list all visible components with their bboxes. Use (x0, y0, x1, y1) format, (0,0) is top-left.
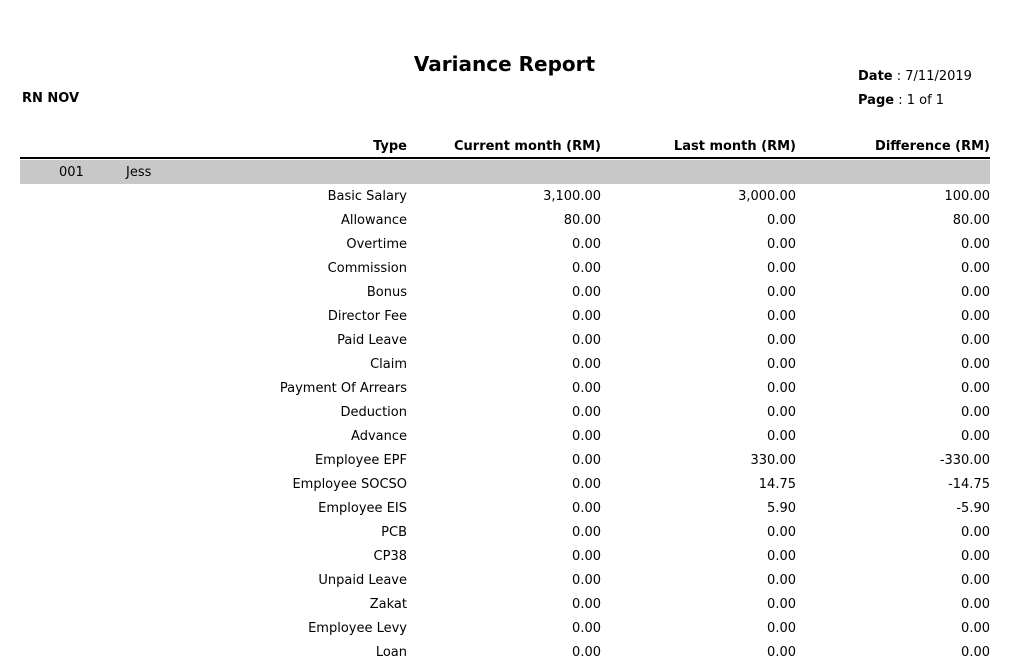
row-difference: 80.00 (952, 213, 990, 228)
row-current: 0.00 (572, 597, 601, 612)
row-last: 0.00 (767, 549, 796, 564)
row-type: Unpaid Leave (318, 573, 407, 588)
row-last: 3,000.00 (738, 189, 796, 204)
row-type: Employee EPF (314, 453, 407, 468)
row-last: 0.00 (767, 573, 796, 588)
row-current: 0.00 (572, 573, 601, 588)
table-row (20, 448, 990, 472)
row-type: Deduction (340, 405, 407, 420)
row-difference: 0.00 (961, 549, 990, 564)
row-difference: 0.00 (961, 429, 990, 444)
row-type: Paid Leave (337, 333, 407, 348)
row-type: Payment Of Arrears (279, 381, 407, 396)
header-difference: Difference (RM) (875, 139, 990, 154)
row-last: 0.00 (767, 357, 796, 372)
row-current: 0.00 (572, 453, 601, 468)
row-current: 0.00 (572, 237, 601, 252)
row-last: 0.00 (767, 597, 796, 612)
row-current: 0.00 (572, 477, 601, 492)
row-last: 0.00 (767, 333, 796, 348)
row-difference: 0.00 (961, 645, 990, 660)
employee-name: Jess (126, 165, 152, 180)
date-value: 7/11/2019 (905, 69, 972, 84)
row-current: 0.00 (572, 357, 601, 372)
table-row (20, 472, 990, 496)
table-row (20, 640, 990, 664)
row-current: 3,100.00 (543, 189, 601, 204)
table-row (20, 256, 990, 280)
table-row (20, 304, 990, 328)
date-label: Date (858, 69, 893, 84)
row-type: Employee SOCSO (292, 477, 407, 492)
table-row (20, 208, 990, 232)
row-last: 0.00 (767, 309, 796, 324)
row-type: Director Fee (327, 309, 407, 324)
row-current: 0.00 (572, 309, 601, 324)
employee-code: 001 (59, 165, 84, 180)
row-last: 0.00 (767, 285, 796, 300)
row-type: Zakat (369, 597, 407, 612)
row-type: Advance (351, 429, 407, 444)
table-row (20, 424, 990, 448)
table-row (20, 592, 990, 616)
table-row (20, 376, 990, 400)
page-value: 1 of 1 (906, 93, 945, 108)
row-type: PCB (381, 525, 407, 540)
table-row (20, 520, 990, 544)
header-divider (20, 157, 990, 159)
row-difference: 0.00 (961, 261, 990, 276)
table-row (20, 232, 990, 256)
row-difference: 0.00 (961, 405, 990, 420)
table-row (20, 184, 990, 208)
employee-group-header (20, 160, 990, 184)
row-difference: 0.00 (961, 573, 990, 588)
row-current: 0.00 (572, 549, 601, 564)
date-separator: : (896, 69, 906, 84)
row-difference: -5.90 (956, 501, 990, 516)
row-difference: 0.00 (961, 237, 990, 252)
row-last: 0.00 (767, 213, 796, 228)
row-type: CP38 (373, 549, 407, 564)
company-name: RN NOV (22, 91, 80, 106)
row-last: 0.00 (767, 645, 796, 660)
report-date (858, 69, 972, 84)
row-last: 0.00 (767, 381, 796, 396)
row-difference: 100.00 (944, 189, 990, 204)
table-row (20, 352, 990, 376)
table-row (20, 496, 990, 520)
row-current: 0.00 (572, 333, 601, 348)
row-type: Allowance (340, 213, 407, 228)
row-type: Claim (370, 357, 407, 372)
header-current-month: Current month (RM) (454, 139, 601, 154)
row-type: Commission (327, 261, 407, 276)
table-row (20, 544, 990, 568)
report-page (858, 93, 944, 108)
row-difference: 0.00 (961, 333, 990, 348)
report-title: Variance Report (413, 52, 596, 76)
row-type: Bonus (366, 285, 407, 300)
row-last: 0.00 (767, 405, 796, 420)
header-last-month: Last month (RM) (673, 139, 796, 154)
row-type: Employee EIS (318, 501, 407, 516)
table-row (20, 280, 990, 304)
table-row (20, 328, 990, 352)
row-difference: 0.00 (961, 357, 990, 372)
row-type: Employee Levy (308, 621, 407, 636)
row-last: 0.00 (767, 261, 796, 276)
row-current: 80.00 (563, 213, 601, 228)
table-header (20, 139, 990, 157)
row-last: 0.00 (767, 237, 796, 252)
row-last: 0.00 (767, 429, 796, 444)
row-type: Loan (375, 645, 407, 660)
row-difference: 0.00 (961, 381, 990, 396)
row-last: 14.75 (758, 477, 796, 492)
row-current: 0.00 (572, 429, 601, 444)
row-difference: 0.00 (961, 597, 990, 612)
header-type: Type (373, 139, 407, 154)
row-current: 0.00 (572, 501, 601, 516)
table-row (20, 616, 990, 640)
variance-table-body (20, 184, 990, 664)
row-difference: 0.00 (961, 525, 990, 540)
row-last: 0.00 (767, 621, 796, 636)
table-row (20, 400, 990, 424)
row-current: 0.00 (572, 525, 601, 540)
row-type: Basic Salary (327, 189, 407, 204)
row-last: 330.00 (750, 453, 796, 468)
row-current: 0.00 (572, 261, 601, 276)
row-current: 0.00 (572, 645, 601, 660)
row-difference: 0.00 (961, 285, 990, 300)
row-last: 0.00 (767, 525, 796, 540)
row-current: 0.00 (572, 285, 601, 300)
row-current: 0.00 (572, 381, 601, 396)
page-separator: : (898, 93, 907, 108)
row-difference: 0.00 (961, 309, 990, 324)
row-last: 5.90 (767, 501, 796, 516)
row-current: 0.00 (572, 621, 601, 636)
row-difference: -330.00 (939, 453, 990, 468)
page-label: Page (858, 93, 895, 108)
row-current: 0.00 (572, 405, 601, 420)
row-type: Overtime (346, 237, 407, 252)
row-difference: -14.75 (948, 477, 990, 492)
table-row (20, 568, 990, 592)
row-difference: 0.00 (961, 621, 990, 636)
